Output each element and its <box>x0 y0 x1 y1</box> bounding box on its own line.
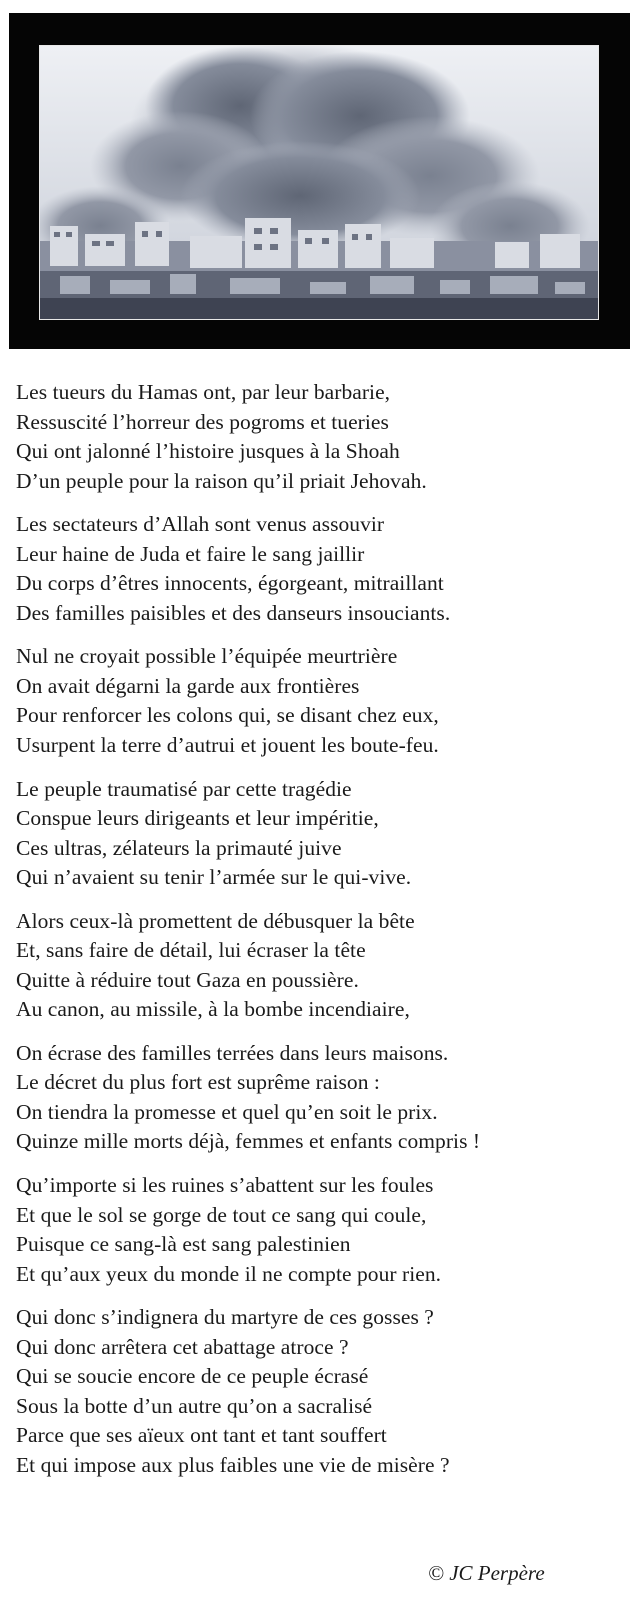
poem-line: Les tueurs du Hamas ont, par leur barbarie, <box>16 380 391 404</box>
poem-line: Et qu’aux yeux du monde il ne compte pour rien. <box>16 1261 442 1286</box>
poem-line: On tiendra la promesse et quel qu’en soit le prix. <box>16 1099 438 1124</box>
poem-line: Nul ne croyait possible l’équipée meurtrière <box>16 644 398 669</box>
poem-line: D’un peuple pour la raison qu’il priait Jehovah. <box>16 468 427 493</box>
stanza-4 <box>16 775 631 893</box>
explosion-smoke-photo <box>39 45 599 320</box>
poem-line: Qui ont jalonné l’histoire jusques à la Shoah <box>16 439 400 463</box>
poem-line: Leur haine de Juda et faire le sang jaillir <box>16 541 365 566</box>
explosion-smoke-photo-icon <box>40 46 598 319</box>
photo-frame <box>9 13 630 349</box>
poem-line: Usurpent la terre d’autrui et jouent les boute-feu. <box>16 732 439 757</box>
poem-line: Alors ceux-là promettent de débusquer la bête <box>16 908 415 933</box>
poem-line: Quitte à réduire tout Gaza en poussière. <box>16 967 359 992</box>
poem <box>16 378 631 1495</box>
author-signature: © JC Perpère <box>428 1561 545 1585</box>
poem-line: Sous la botte d’un autre qu’on a sacralisé <box>16 1393 373 1418</box>
poem-line: Les sectateurs d’Allah sont venus assouvir <box>16 512 385 537</box>
poem-line: Qu’importe si les ruines s’abattent sur les foules <box>16 1173 434 1198</box>
poem-line: Et qui impose aux plus faibles une vie de misère ? <box>16 1452 450 1477</box>
poem-line: Des familles paisibles et des danseurs insouciants. <box>16 600 451 625</box>
stanza-8 <box>16 1303 631 1480</box>
stanza-7 <box>16 1171 631 1289</box>
poem-line: On avait dégarni la garde aux frontières <box>16 673 360 698</box>
poem-line: Au canon, au missile, à la bombe incendiaire, <box>16 997 410 1022</box>
poem-line: Qui n’avaient su tenir l’armée sur le qui-vive. <box>16 865 412 890</box>
poem-line: Parce que ses aïeux ont tant et tant souffert <box>16 1423 387 1448</box>
stanza-2 <box>16 510 631 628</box>
poem-line: Ressuscité l’horreur des pogroms et tueries <box>16 409 389 434</box>
stanza-1 <box>16 378 631 496</box>
stanza-3 <box>16 642 631 760</box>
poem-line: Le peuple traumatisé par cette tragédie <box>16 776 352 801</box>
poem-line: On écrase des familles terrées dans leurs maisons. <box>16 1040 449 1065</box>
poem-line: Qui donc arrêtera cet abattage atroce ? <box>16 1334 349 1359</box>
poem-line: Qui se soucie encore de ce peuple écrasé <box>16 1364 369 1389</box>
poem-line: Et que le sol se gorge de tout ce sang qui coule, <box>16 1202 427 1227</box>
stanza-5 <box>16 907 631 1025</box>
poem-line: Conspue leurs dirigeants et leur impéritie, <box>16 806 379 831</box>
poem-line: Puisque ce sang-là est sang palestinien <box>16 1232 351 1257</box>
poem-line: Ces ultras, zélateurs la primauté juive <box>16 835 342 860</box>
poem-line: Et, sans faire de détail, lui écraser la tête <box>16 938 366 963</box>
poem-line: Quinze mille morts déjà, femmes et enfants compris ! <box>16 1129 481 1154</box>
poem-line: Qui donc s’indignera du martyre de ces gosses ? <box>16 1305 434 1330</box>
stanza-6 <box>16 1039 631 1157</box>
poem-line: Pour renforcer les colons qui, se disant chez eux, <box>16 703 439 728</box>
poem-line: Le décret du plus fort est suprême raison : <box>16 1070 380 1095</box>
poem-line: Du corps d’êtres innocents, égorgeant, mitraillant <box>16 571 444 596</box>
